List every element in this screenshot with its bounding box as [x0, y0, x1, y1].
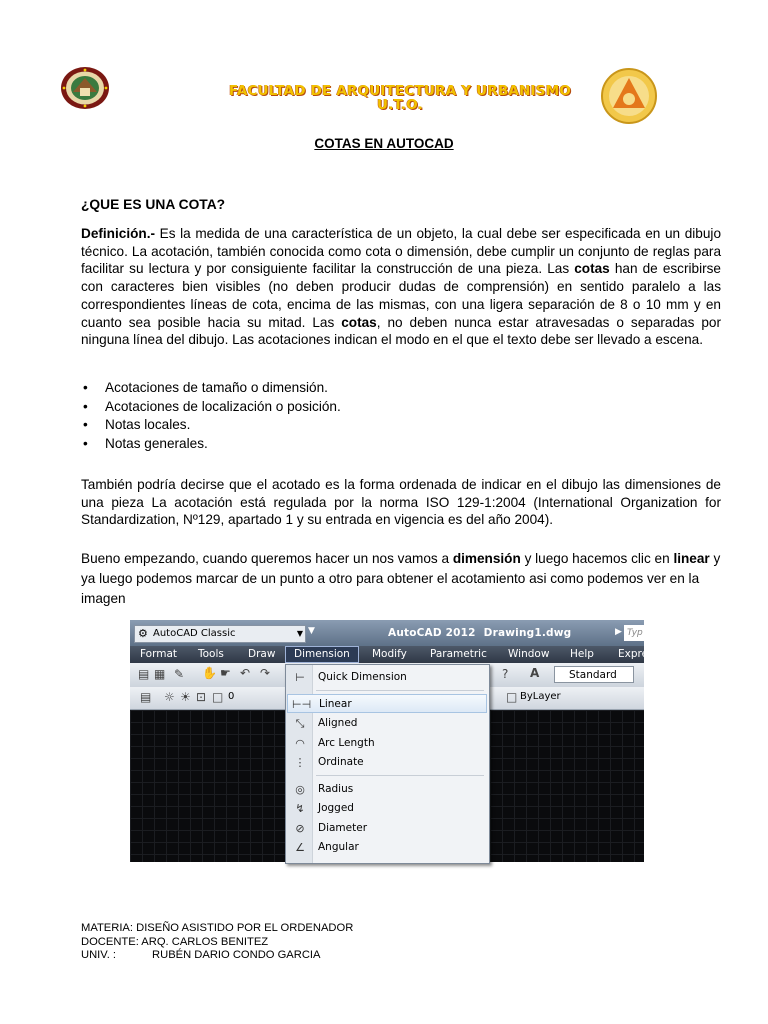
layer-name[interactable]: 0 — [228, 691, 235, 702]
definition-paragraph: Definición.- Es la medida de una característica de un objeto, la cual debe ser especificada en un dibujo técnico. La acotación, también conocida como cota o dimensión, debe cumplir un conjunto de reglas para facilitar su lectura y por consiguiente facilitar la construcción de una pieza. Las cotas han de escribirse con caracteres bien visibles (no deben producir dudas de comprensión) en sentido paralelo a las correspondientes líneas de cota, encima de las mismas, con una ligera separación de 8 o 10 mm y en cuanto sea posible hacia su mitad. Las cotas, no deben nunca estar atravesadas o separadas por ninguna línea del dibujo. Las acotaciones indican el modo en el que el texto debe ser llevado a escena. — [81, 226, 721, 348]
redo-icon[interactable]: ↷ — [260, 666, 271, 680]
workspace-dropdown[interactable]: ⚙ AutoCAD Classic ▼ — [134, 625, 306, 643]
jogged-icon: ↯ — [295, 802, 305, 815]
lightbulb-icon[interactable]: ☼ — [164, 690, 175, 704]
bullet-list — [81, 379, 341, 453]
layer-icon[interactable]: ▤ — [138, 667, 150, 681]
menu-help[interactable]: Help — [570, 648, 594, 660]
menu-parametric[interactable]: Parametric — [430, 648, 487, 660]
menu-item-linear[interactable]: ⊢⊣ Linear — [287, 694, 487, 713]
footer-subject: MATERIA: DISEÑO ASISTIDO POR EL ORDENADOR — [81, 922, 354, 934]
list-item: • Notas locales. — [81, 416, 341, 435]
footer-student: UNIV. : RUBÉN DARIO CONDO GARCIA — [81, 949, 321, 961]
arc-length-icon: ◠ — [295, 737, 305, 750]
layer-properties-icon[interactable]: ▤ — [140, 690, 152, 704]
menu-modify[interactable]: Modify — [372, 648, 407, 660]
menu-dimension[interactable]: Dimension — [285, 646, 359, 663]
menu-item-jogged[interactable]: ↯ Jogged — [287, 799, 487, 818]
chevron-down-icon: ▼ — [296, 629, 303, 638]
hand-icon[interactable]: ☛ — [220, 666, 231, 680]
section-heading: ¿QUE ES UNA COTA? — [81, 197, 226, 212]
aligned-icon: ⤡ — [295, 717, 305, 730]
angular-icon: ∠ — [295, 841, 305, 854]
iso-paragraph: También podría decirse que el acotado es la forma ordenada de indicar en el dibujo las dimensiones de una pieza La acotación está regulada por la norma ISO 129-1:2004 (International Organization for Standardization, Nº129, apartado 1 y su entrada en vigencia es del año 2004). — [81, 477, 721, 528]
instructions-paragraph: Bueno empezando, cuando queremos hacer un nos vamos a dimensión y luego hacemos clic en linear y ya luego podemos marcar de un punto a otro para obtener el acotamiento asi como podemos ver en la imagen — [81, 551, 721, 606]
sun-icon[interactable]: ☀ — [180, 690, 191, 704]
menu-item-diameter[interactable]: ⊘ Diameter — [287, 819, 487, 838]
menu-draw[interactable]: Draw — [248, 648, 276, 660]
menu-item-angular[interactable]: ∠ Angular — [287, 838, 487, 857]
text-style-icon[interactable]: A — [530, 666, 540, 680]
gear-icon: ⚙ — [138, 627, 148, 640]
definition-label: Definición.- — [81, 226, 156, 241]
institution-subtitle: U.T.O. — [377, 97, 423, 113]
menu-express[interactable]: Expre — [618, 648, 649, 660]
color-dropdown[interactable]: ByLayer — [520, 691, 561, 702]
menu-format[interactable]: Format — [140, 648, 178, 660]
footer-teacher: DOCENTE: ARQ. CARLOS BENITEZ — [81, 935, 269, 948]
faculty-logo — [600, 68, 658, 124]
autocad-title-bar — [130, 620, 644, 646]
list-item: • Acotaciones de localización o posición. — [81, 398, 341, 417]
institution-title — [150, 84, 650, 112]
menu-item-radius[interactable]: ◎ Radius — [287, 780, 487, 799]
quick-access-menu-icon[interactable]: ▼ — [308, 626, 315, 636]
dimension-menu — [285, 664, 490, 864]
autocad-screenshot — [130, 620, 649, 862]
app-title: AutoCAD 2012 Drawing1.dwg — [388, 627, 572, 639]
list-item: • Notas generales. — [81, 435, 341, 454]
help-icon[interactable]: ? — [502, 667, 509, 681]
menu-window[interactable]: Window — [508, 648, 550, 660]
color-swatch-icon: □ — [506, 690, 518, 704]
quick-dimension-icon: ⊢ — [295, 671, 305, 684]
radius-icon: ◎ — [295, 783, 305, 796]
list-item: • Acotaciones de tamaño o dimensión. — [81, 379, 341, 398]
linear-icon: ⊢⊣ — [292, 698, 312, 711]
menu-item-ordinate[interactable]: ⋮ Ordinate — [287, 753, 487, 772]
menu-item-arc-length[interactable]: ◠ Arc Length — [287, 734, 487, 753]
university-seal-logo — [60, 66, 110, 110]
publish-icon[interactable]: ▦ — [154, 667, 166, 681]
pan-icon[interactable]: ✋ — [202, 666, 217, 680]
lock-icon[interactable]: ⊡ — [196, 690, 207, 704]
menu-tools[interactable]: Tools — [198, 648, 224, 660]
plot-icon[interactable]: ✎ — [174, 667, 185, 681]
menu-item-aligned[interactable]: ⤡ Aligned — [287, 714, 487, 733]
color-swatch-icon[interactable]: □ — [212, 690, 224, 704]
text-style-dropdown[interactable]: Standard — [554, 666, 634, 683]
institution-name: FACULTAD DE ARQUITECTURA Y URBANISMO — [228, 83, 572, 99]
undo-icon[interactable]: ↶ — [240, 666, 251, 680]
menu-item-quick-dimension[interactable]: ⊢ Quick Dimension — [287, 668, 487, 687]
document-footer — [81, 922, 353, 963]
document-title: COTAS EN AUTOCAD — [314, 136, 454, 151]
search-input[interactable]: Typ — [624, 625, 657, 641]
menu-bar — [130, 646, 649, 663]
diameter-icon: ⊘ — [295, 822, 305, 835]
ordinate-icon: ⋮ — [294, 756, 306, 769]
expand-arrow-icon[interactable]: ▶ — [615, 627, 622, 637]
